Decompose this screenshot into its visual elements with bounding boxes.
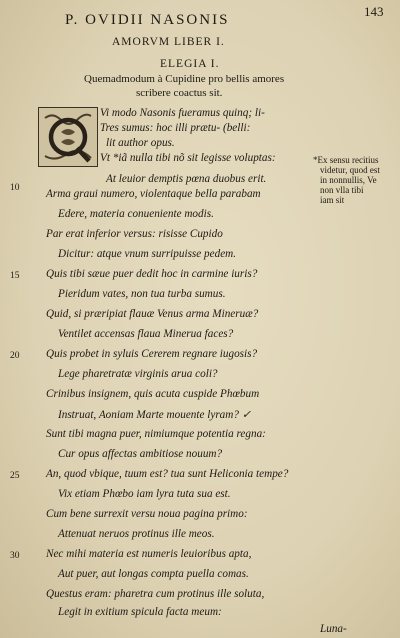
verse-line-17: Instruat, Aoniam Marte mouente lyram? ✓ [58,409,252,421]
marginal-note-line-4: non vlla tibi [320,185,364,195]
ornamental-initial-art [39,108,97,166]
page-number: 143 [364,4,384,19]
verse-line-16: Crinibus insignem, quis acuta cuspide Phœbum [46,388,260,400]
verse-line-27: Legit in exitium spicula facta meum: [58,606,222,618]
line-number-20: 20 [10,351,20,361]
elegy-caption-line1: Quemadmodum à Cupidine pro bellis amores [84,73,285,85]
running-title: P. OVIDII NASONIS [65,12,230,28]
verse-line-15: Lege pharetratæ virginis arua coli? [58,368,218,380]
marginal-note-line-3: in nonnullis, Ve [320,175,377,185]
verse-line-7: Edere, materia conueniente modis. [58,208,214,220]
dropcap-letter [0,0,1,1]
verse-line-26: Questus eram: pharetra cum protinus ille soluta, [46,588,265,600]
verse-line-21: Vix etiam Phœbo iam lyra tuta sua est. [58,488,231,500]
verse-line-19: Cur opus affectas ambitiose nouum? [58,448,223,460]
catchword: Luna- [320,623,347,635]
verse-line-12: Quid, si præripiat flauæ Venus arma Mineruæ? [46,308,259,320]
verse-line-20: An, quod vbique, tuum est? tua sunt Heliconia tempe? [46,468,289,480]
verse-line-24: Nec mihi materia est numeris leuioribus apta, [46,548,252,560]
verse-line-22: Cum bene surrexit versu noua pagina primo: [46,508,248,520]
line-number-15: 15 [10,271,20,281]
verse-line-8: Par erat inferior versus: risisse Cupido [46,228,223,240]
verse-line-3: lit author opus. [106,137,175,149]
verse-line-11: Pieridum vates, non tua turba sumus. [58,288,226,300]
marginal-note-line-1: *Ex sensu recitius [313,155,379,165]
book-title: AMORVM LIBER I. [112,36,225,48]
verse-line-13: Ventilet accensas flaua Minerua faces? [58,328,234,340]
elegy-number: ELEGIA I. [160,58,220,70]
elegy-caption-line2: scribere coactus sit. [136,87,223,99]
ornamental-initial [38,107,98,167]
verse-line-14: Quis probet in syluis Cererem regnare iugosis? [46,348,258,360]
line-number-30: 30 [10,551,20,561]
verse-line-9: Dicitur: atque vnum surripuisse pedem. [58,248,237,260]
line-number-10: 10 [10,183,20,193]
verse-line-10: Quis tibi sæue puer dedit hoc in carmine iuris? [46,268,258,280]
verse-line-2: Tres sumus: hoc illi prætu- (belli: [100,122,251,134]
marginal-note-line-2: videtur, quod est [320,165,380,175]
verse-line-1: Vi modo Nasonis fueramus quinq; li- [100,107,265,119]
line-number-25: 25 [10,471,20,481]
verse-line-25: Aut puer, aut longas compta puella comas. [58,568,249,580]
verse-line-5: At leuior demptis pœna duobus erit. [106,173,267,185]
verse-line-23: Attenuat neruos protinus ille meos. [58,528,215,540]
verse-line-18: Sunt tibi magna puer, nimiumque potentia regna: [46,428,266,440]
marginal-note-line-5: iam sit [320,195,345,205]
verse-line-4: Vt *iã nulla tibi nõ sit legisse voluptas: [100,152,276,164]
verse-line-6: Arma graui numero, violentaque bella parabam [46,188,261,200]
